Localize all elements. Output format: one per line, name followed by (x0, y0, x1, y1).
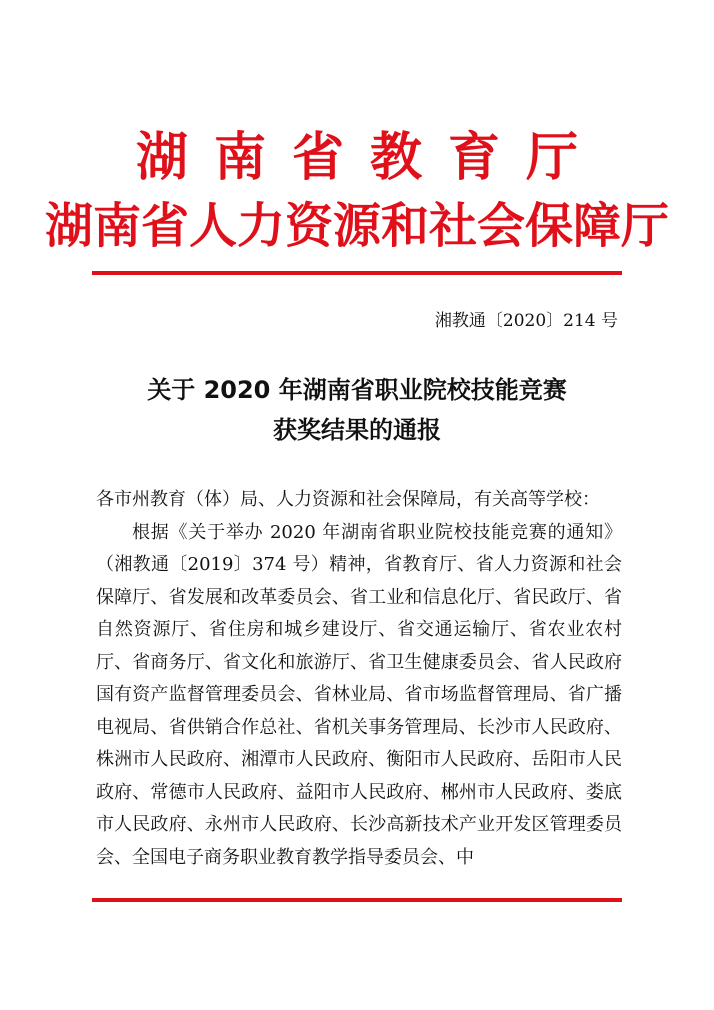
body-paragraph: 根据《关于举办 2020 年湖南省职业院校技能竞赛的通知》（湘教通〔2019〕374 号）精神，省教育厅、省人力资源和社会保障厅、省发展和改革委员会、省工业和信息化厅、省民政厅、省自然资源厅、省住房和城乡建设厅、省交通运输厅、省农业农村厅、省商务厅、省文化和旅游厅、省卫生健康委员会、省人民政府国有资产监督管理委员会、省林业局、省市场监督管理局、省广播电视局、省供销合作总社、省机关事务管理局、长沙市人民政府、株洲市人民政府、湘潭市人民政府、衡阳市人民政府、岳阳市人民政府、常德市人民政府、益阳市人民政府、郴州市人民政府、娄底市人民政府、永州市人民政府、长沙高新技术产业开发区管理委员会、全国电子商务职业教育教学指导委员会、中 (96, 521, 622, 868)
red-header-rule (92, 271, 622, 275)
issuing-org-education-dept: 湖南省教育厅 (135, 128, 604, 188)
red-footer-rule (92, 898, 622, 902)
document-title-line-2: 获奖结果的通报 (273, 416, 441, 444)
issuing-org-hrss-dept: 湖南省人力资源和社会保障厅 (44, 198, 669, 254)
document-title-line-1: 关于 2020 年湖南省职业院校技能竞赛 (147, 376, 567, 404)
document-body (96, 484, 622, 874)
salutation: 各市州教育（体）局、人力资源和社会保障局，有关高等学校： (96, 489, 600, 510)
document-number: 湘教通〔2020〕214 号 (434, 311, 618, 331)
